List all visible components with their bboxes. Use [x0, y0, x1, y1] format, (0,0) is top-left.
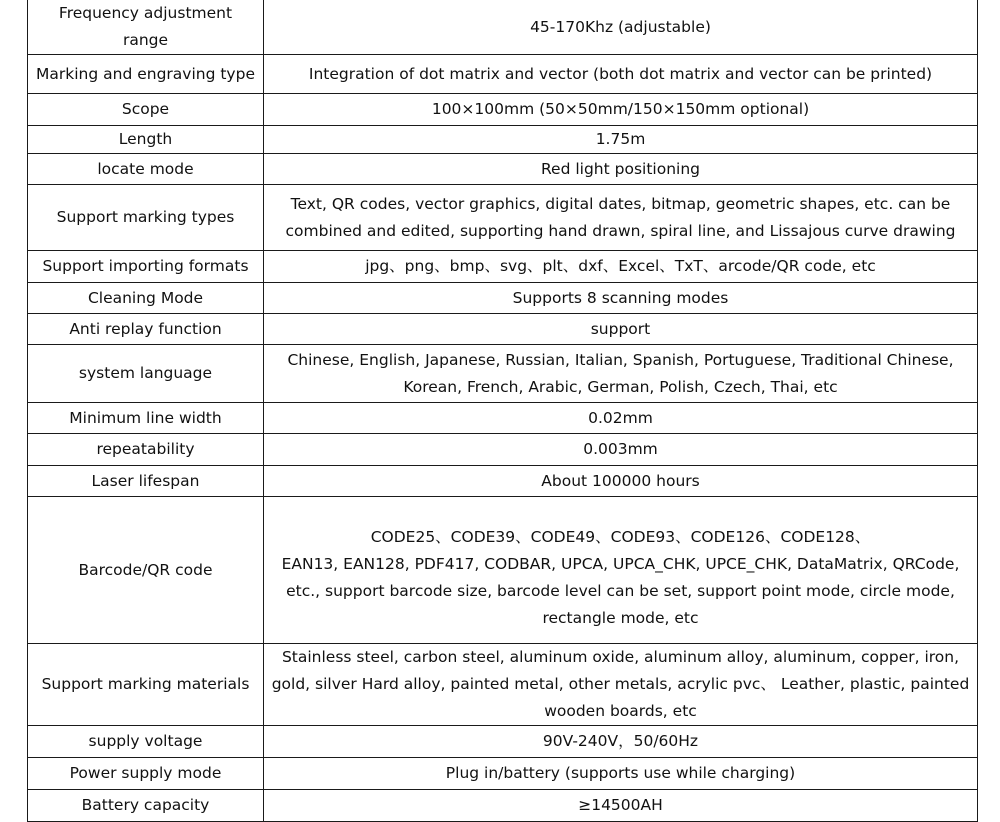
row-label: Battery capacity: [28, 790, 264, 822]
table-row: [28, 466, 978, 497]
row-value: About 100000 hours: [264, 466, 978, 497]
row-label: supply voltage: [28, 726, 264, 758]
table-row: [28, 55, 978, 94]
row-value: ≥14500AH: [264, 790, 978, 822]
row-value: 45-170Khz (adjustable): [264, 0, 978, 55]
row-label: repeatability: [28, 434, 264, 466]
row-label: Barcode/QR code: [28, 497, 264, 644]
row-label: locate mode: [28, 154, 264, 185]
row-value: CODE25、CODE39、CODE49、CODE93、CODE126、CODE128、 EAN13, EAN128, PDF417, CODBAR, UPCA, UPCA_CHK, UPCE_CHK, DataMatrix, QRCode, etc., support barcode size, barcode level can be set, support point mode, circle mode, rectangle mode, etc: [281, 528, 960, 627]
table-row: [28, 726, 978, 758]
row-label: Frequency adjustment range: [28, 0, 264, 55]
row-label: Support importing formats: [28, 251, 264, 283]
row-label: system language: [28, 345, 264, 403]
row-label: Marking and engraving type: [28, 55, 264, 94]
row-label: Support marking types: [28, 185, 264, 251]
table-row: [28, 497, 978, 644]
table-row: [28, 251, 978, 283]
table-row: [28, 403, 978, 434]
table-row: [28, 154, 978, 185]
row-value: jpg、png、bmp、svg、plt、dxf、Excel、TxT、arcode/QR code, etc: [264, 251, 978, 283]
row-label: Anti replay function: [28, 314, 264, 345]
row-label: Support marking materials: [28, 644, 264, 726]
table-row: [28, 644, 978, 726]
row-label: Scope: [28, 94, 264, 126]
spec-table: [27, 0, 978, 822]
row-value: Plug in/battery (supports use while charging): [264, 758, 978, 790]
row-label: Power supply mode: [28, 758, 264, 790]
table-row: [28, 314, 978, 345]
row-label: Laser lifespan: [28, 466, 264, 497]
row-value: 100×100mm (50×50mm/150×150mm optional): [264, 94, 978, 126]
table-row: [28, 758, 978, 790]
row-value: Text, QR codes, vector graphics, digital dates, bitmap, geometric shapes, etc. can be combined and edited, supporting hand drawn, spiral line, and Lissajous curve drawing: [264, 185, 978, 251]
row-value: 90V-240V，50/60Hz: [264, 726, 978, 758]
row-label: Minimum line width: [28, 403, 264, 434]
row-value-cell: [264, 497, 978, 644]
row-value: support: [264, 314, 978, 345]
spec-sheet: [27, 0, 977, 822]
table-row: [28, 283, 978, 314]
table-row: [28, 126, 978, 154]
row-value: Chinese, English, Japanese, Russian, Italian, Spanish, Portuguese, Traditional Chinese, Korean, French, Arabic, German, Polish, Czech, Thai, etc: [264, 345, 978, 403]
row-value: Red light positioning: [264, 154, 978, 185]
row-value: Integration of dot matrix and vector (both dot matrix and vector can be printed): [264, 55, 978, 94]
table-row: [28, 185, 978, 251]
row-value: Supports 8 scanning modes: [264, 283, 978, 314]
table-row: [28, 345, 978, 403]
table-row: [28, 790, 978, 822]
row-label: Cleaning Mode: [28, 283, 264, 314]
row-value: 0.003mm: [264, 434, 978, 466]
table-row: [28, 434, 978, 466]
row-label: Length: [28, 126, 264, 154]
table-row: [28, 94, 978, 126]
table-row: [28, 0, 978, 55]
row-value: 1.75m: [264, 126, 978, 154]
row-value: Stainless steel, carbon steel, aluminum oxide, aluminum alloy, aluminum, copper, iron, gold, silver Hard alloy, painted metal, other metals, acrylic pvc、 Leather, plastic, painted wooden boards, etc: [264, 644, 978, 726]
row-value: 0.02mm: [264, 403, 978, 434]
